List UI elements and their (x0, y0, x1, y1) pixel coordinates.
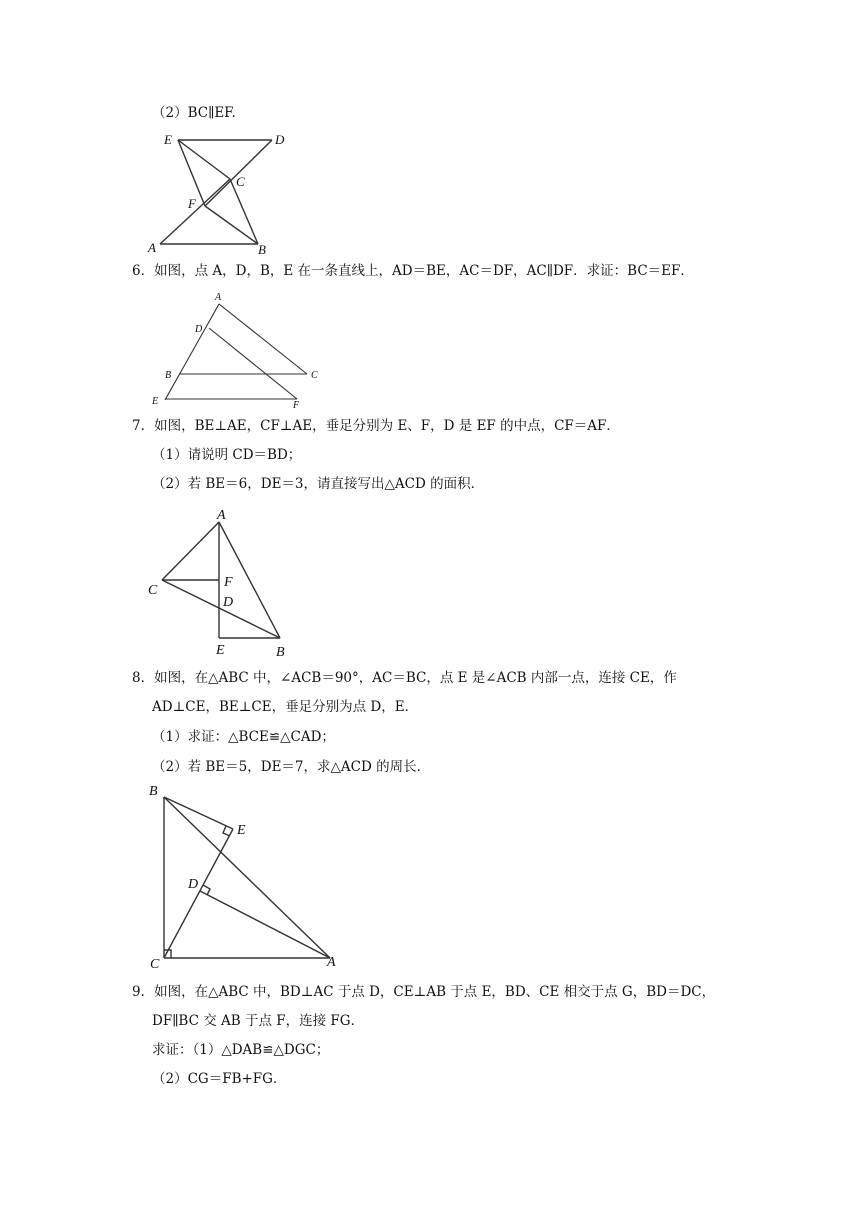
label-B: B (258, 242, 266, 257)
problem8-part2: （2）若 BE＝5，DE＝7，求△ACD 的周长． (152, 759, 431, 775)
label-F: F (293, 400, 300, 410)
figure-6 (145, 288, 335, 410)
label-C: C (236, 174, 245, 189)
segment-BE (164, 797, 233, 829)
problem8-line2: AD⊥CE，BE⊥CE，垂足分别为点 D，E． (152, 699, 419, 715)
problem7-part2: （2）若 BE＝6，DE＝3，请直接写出△ACD 的面积． (152, 476, 485, 492)
label-A: A (148, 240, 156, 255)
segment-DF (209, 328, 297, 399)
label-F: F (224, 575, 233, 590)
segment-CB (162, 580, 280, 638)
label-C: C (148, 583, 158, 598)
problem8-part1: （1）求证：△BCE≌△CAD； (152, 729, 335, 745)
label-E: E (216, 643, 225, 658)
label-A: A (217, 508, 226, 523)
figure-5 (140, 128, 300, 258)
label-B: B (276, 645, 285, 660)
problem7-part1: （1）请说明 CD＝BD； (152, 447, 302, 463)
label-D: D (188, 877, 199, 892)
label-E: E (164, 132, 172, 147)
label-B: B (165, 370, 172, 381)
segment-AC (162, 522, 219, 580)
label-A: A (215, 292, 222, 303)
label-C: C (150, 957, 160, 972)
line-AE (165, 304, 219, 400)
problem7-text: 7．如图，BE⊥AE，CF⊥AE，垂足分别为 E、F，D 是 EF 的中点，CF＝AF． (132, 418, 620, 434)
label-D: D (275, 132, 285, 147)
segment-CE (164, 829, 233, 958)
label-B: B (149, 784, 158, 799)
problem8-line1: 8．如图，在△ABC 中，∠ACB＝90°，AC＝BC，点 E 是∠ACB 内部一点，连接 CE，作 (132, 670, 677, 686)
figure-8 (140, 782, 350, 972)
problem9-part1: 求证：（1）△DAB≌△DGC； (152, 1042, 330, 1058)
label-A: A (327, 955, 336, 970)
figure-7 (140, 502, 300, 662)
label-F: F (188, 196, 196, 211)
problem5-part2: （2）BC∥EF. (152, 105, 236, 121)
label-E: E (152, 396, 159, 407)
label-D: D (223, 595, 234, 610)
label-E: E (237, 823, 246, 838)
segment-DF (205, 140, 272, 206)
problem9-line2: DF∥BC 交 AB 于点 F，连接 FG． (152, 1013, 365, 1029)
problem9-line1: 9．如图，在△ABC 中，BD⊥AC 于点 D，CE⊥AB 于点 E，BD、CE 相交于点 G，BD＝DC， (132, 984, 716, 1000)
segment-AC (160, 179, 230, 244)
segment-AD (200, 891, 330, 958)
label-D: D (195, 324, 203, 335)
problem9-part2: （2）CG＝FB+FG． (152, 1071, 287, 1087)
segment-AC (219, 304, 307, 374)
problem6-text: 6．如图，点 A，D，B，E 在一条直线上，AD＝BE，AC＝DF，AC∥DF．求证：BC＝EF． (132, 263, 694, 279)
label-C: C (311, 370, 318, 381)
